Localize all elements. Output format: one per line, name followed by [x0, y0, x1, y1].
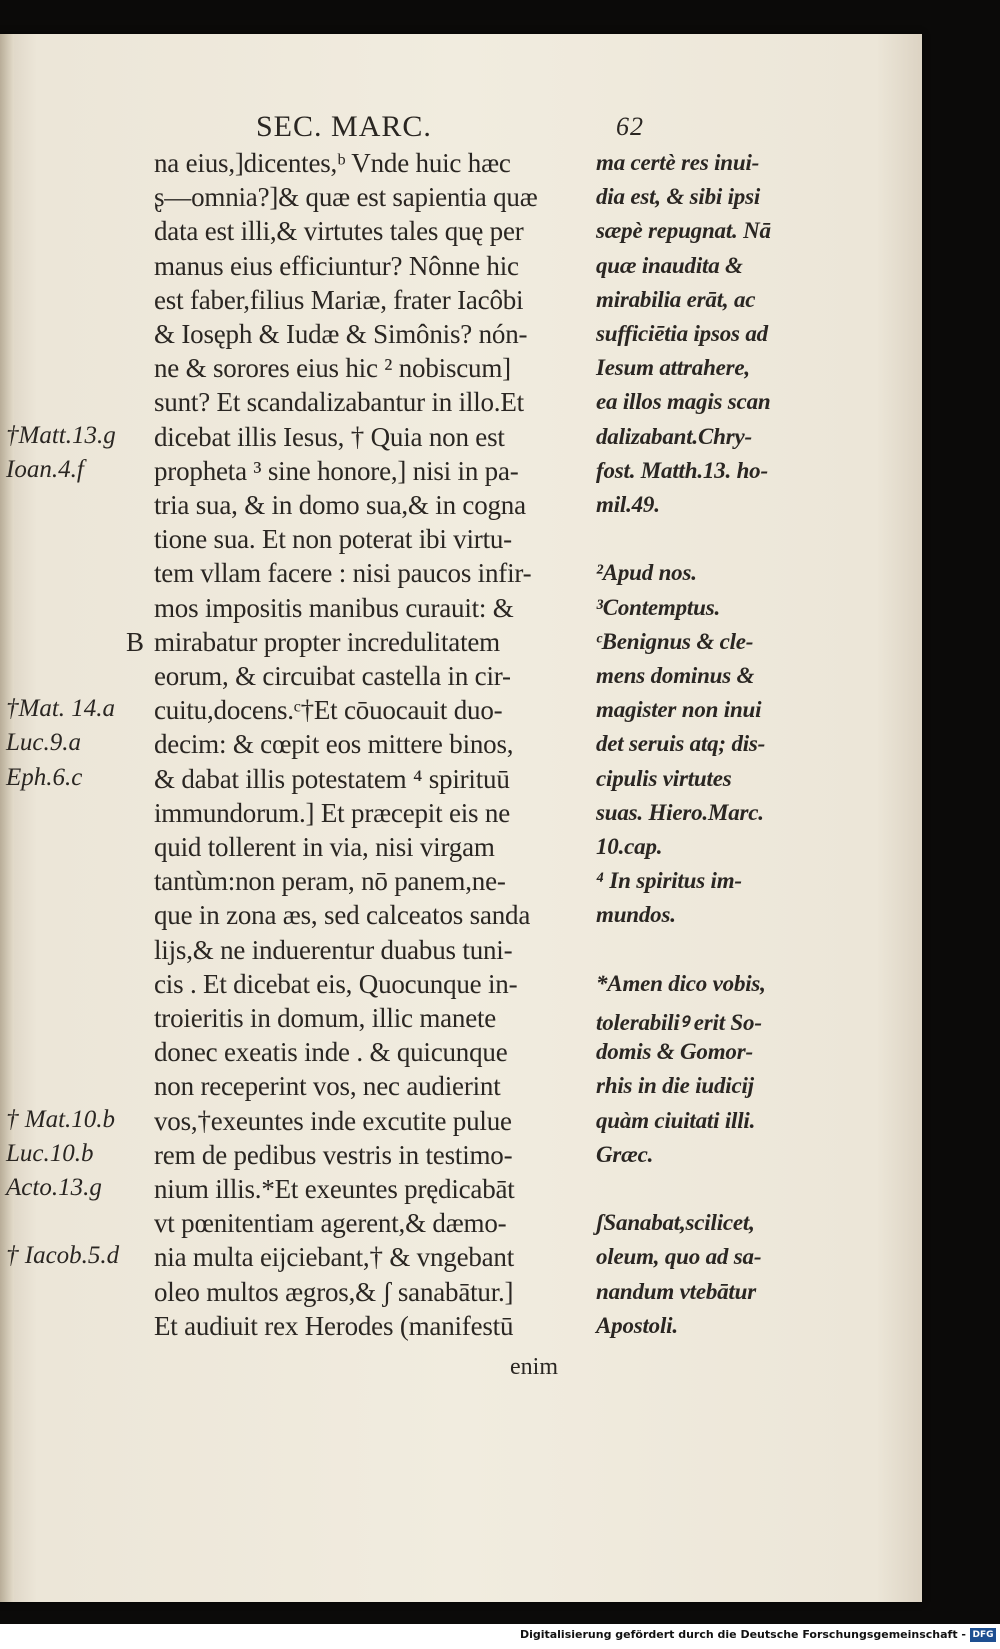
side-note: ma certè res inui- [596, 150, 760, 175]
side-note: det seruis atq; dis- [596, 731, 766, 757]
margin-reference: †Matt.13.g [6, 421, 116, 449]
text-line [0, 593, 900, 627]
side-note: ea illos magis scan [596, 389, 771, 415]
main-text: que in zona æs, sed calceatos sanda [154, 900, 531, 931]
side-note: ᶜBenignus & cle- [596, 628, 754, 654]
side-note: magister non inui [596, 697, 762, 723]
text-line [0, 216, 900, 250]
main-text: data est illi,& virtutes tales quę per [154, 216, 524, 247]
main-text: oleo multos ægros,& ʃ sanabātur.] [154, 1276, 514, 1307]
text-line [0, 1106, 900, 1140]
main-text: quid tollerent in via, nisi virgam [154, 832, 495, 862]
main-text: immundorum.] Et præcepit eis ne [154, 797, 510, 828]
text-line [0, 558, 900, 592]
running-title: SEC. MARC. [256, 110, 432, 143]
side-note: Iesum attrahere, [596, 355, 750, 381]
text-line [0, 935, 900, 969]
side-note: tolerabiliꝰ erit So- [596, 1010, 762, 1035]
main-text: eorum, & circuibat castella in cir- [154, 661, 511, 691]
text-line [0, 1003, 900, 1037]
side-note: suas. Hiero.Marc. [596, 799, 764, 825]
margin-reference: † Iacob.5.d [6, 1242, 120, 1270]
main-text: & dabat illis potestatem ⁴ spirituū [154, 763, 510, 794]
side-note: ³Contemptus. [596, 594, 720, 620]
side-note: domis & Gomor- [596, 1039, 753, 1065]
main-text: troieritis in domum, illic manete [154, 1003, 497, 1033]
text-line [0, 456, 900, 490]
text-line [0, 182, 900, 216]
side-note: *Amen dico vobis, [596, 970, 766, 996]
main-text: na eius,]dicentes,ᵇ Vnde huic hæc [154, 148, 511, 178]
text-line [0, 1037, 900, 1071]
text-line [0, 798, 900, 832]
main-text: lijs,& ne induerentur duabus tuni- [154, 934, 513, 965]
main-text: rem de pedibus vestris in testimo- [154, 1139, 513, 1170]
text-line [0, 148, 900, 182]
text-line [0, 422, 900, 456]
text-line [0, 1071, 900, 1105]
side-note: quæ inaudita & [596, 252, 743, 278]
side-note: fost. Matth.13. ho- [596, 457, 768, 483]
margin-reference: † Mat.10.b [6, 1105, 116, 1133]
main-text: mirabatur propter incredulitatem [154, 626, 500, 657]
main-text: sunt? Et scandalizabantur in illo.Et [154, 387, 524, 418]
text-line [0, 285, 900, 319]
side-note: oleum, quo ad sa- [596, 1244, 762, 1270]
main-text: tria sua, & in domo sua,& in cogna [154, 490, 526, 520]
text-line [0, 627, 900, 661]
side-note: sufficiētia ipsos ad [596, 321, 768, 346]
main-text: Et audiuit rex Herodes (manifestū [154, 1310, 514, 1341]
text-line [0, 490, 900, 524]
text-line [0, 866, 900, 900]
text-line [0, 524, 900, 558]
main-text: mos impositis manibus curauit: & [154, 592, 514, 623]
side-note: ʃSanabat,scilicet, [596, 1210, 755, 1236]
main-text: propheta ³ sine honore,] nisi in pa- [154, 455, 519, 486]
main-text: tione sua. Et non poterat ibi virtu- [154, 524, 512, 555]
text-line [0, 695, 900, 729]
dfg-logo: DFG [970, 1628, 996, 1642]
side-note: mil.49. [596, 492, 660, 517]
main-text: & Iosęph & Iudæ & Simônis? nón- [154, 319, 528, 349]
main-text: donec exeatis inde . & quicunque [154, 1037, 508, 1068]
page-number: 62 [616, 112, 644, 141]
margin-reference: Luc.9.a [6, 729, 81, 757]
main-text: dicebat illis Iesus, † Quia non est [154, 421, 505, 452]
side-note: ⁴ In spiritus im- [596, 868, 742, 894]
main-text: nium illis.*Et exeuntes prędicabāt [154, 1174, 515, 1204]
main-text: ne & sorores eius hic ² nobiscum] [154, 353, 511, 384]
text-line [0, 353, 900, 387]
footer-bar [0, 1624, 1000, 1649]
text-line [0, 1242, 900, 1276]
text-line [0, 832, 900, 866]
text-line [0, 661, 900, 695]
section-letter: B [126, 626, 145, 657]
main-text: ʂ—omnia?]& quæ est sapientia quæ [154, 182, 538, 213]
main-text: cuitu,docens.ᶜ†Et cōuocauit duo- [154, 695, 503, 726]
side-note: mirabilia erāt, ac [596, 286, 756, 312]
text-line [0, 1277, 900, 1311]
side-note: quàm ciuitati illi. [596, 1107, 756, 1133]
text-line [0, 969, 900, 1003]
side-note: rhis in die iudicij [596, 1073, 754, 1099]
text-line [0, 1140, 900, 1174]
side-note: mundos. [596, 902, 676, 928]
main-text: tem vllam facere : nisi paucos infir- [154, 558, 532, 589]
page-header [256, 110, 676, 150]
main-text: tantùm:non peram, nō panem,ne- [154, 866, 506, 897]
side-note: dalizabant.Chry- [596, 423, 752, 449]
text-line [0, 251, 900, 285]
text-line [0, 900, 900, 934]
side-note: 10.cap. [596, 834, 663, 859]
text-line [0, 1174, 900, 1208]
side-note: dia est, & sibi ipsi [596, 184, 761, 210]
side-note: Græc. [596, 1141, 654, 1167]
side-note: ²Apud nos. [596, 560, 697, 586]
text-line [0, 319, 900, 353]
catchword: enim [510, 1354, 558, 1380]
text-line [0, 764, 900, 798]
main-text: non receperint vos, nec audierint [154, 1071, 501, 1102]
text-line [0, 387, 900, 421]
funding-credit: Digitalisierung gefördert durch die Deutsche Forschungsgemeinschaft - [519, 1628, 966, 1641]
text-line [0, 1311, 900, 1345]
margin-reference: Acto.13.g [6, 1174, 102, 1201]
side-note: Apostoli. [596, 1312, 678, 1338]
main-text: vos,†exeuntes inde excutite pulue [154, 1105, 512, 1136]
margin-reference: Luc.10.b [6, 1139, 94, 1167]
text-line [0, 1208, 900, 1242]
side-note: cipulis virtutes [596, 765, 732, 791]
margin-reference: †Mat. 14.a [6, 695, 116, 723]
main-text: est faber,filius Mariæ, frater Iacôbi [154, 284, 524, 315]
side-note: mens dominus & [596, 663, 755, 688]
margin-reference: Ioan.4.f [6, 455, 84, 483]
side-note: sæpè repugnat. Nā [596, 218, 771, 244]
main-text: decim: & cœpit eos mittere binos, [154, 729, 514, 760]
side-note: nandum vtebātur [596, 1278, 756, 1304]
margin-reference: Eph.6.c [6, 763, 83, 791]
main-text: vt pœnitentiam agerent,& dæmo- [154, 1208, 507, 1239]
main-text: manus eius efficiuntur? Nônne hic [154, 250, 519, 281]
text-line [0, 729, 900, 763]
main-text: cis . Et dicebat eis, Quocunque in- [154, 968, 518, 999]
main-text: nia multa eijciebant,† & vngebant [154, 1242, 515, 1273]
